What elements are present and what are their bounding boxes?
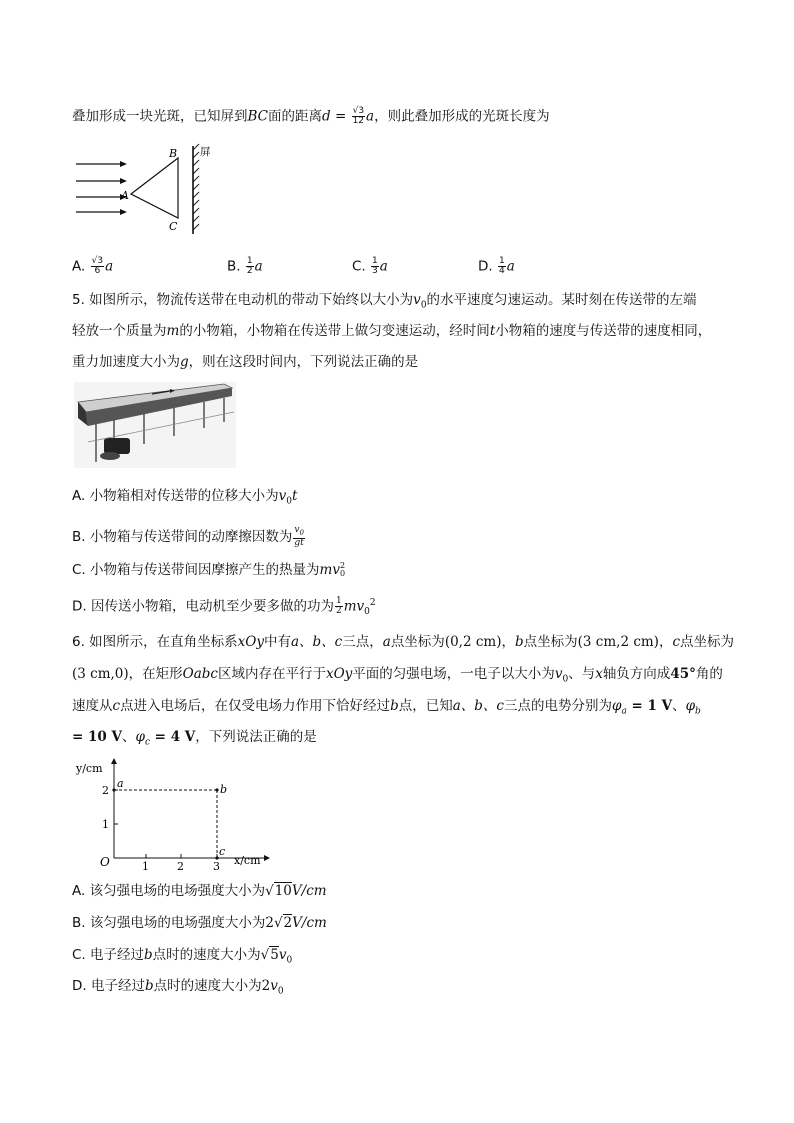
q4-stem-text-3: ，则此叠加形成的光斑长度为 [374,108,550,125]
option-var: a [105,258,114,275]
option-label: B. [227,258,245,275]
q6-option-d[interactable]: D. 电子经过b点时的速度大小为$2v_0$ [72,978,284,997]
option-num: 1 [498,256,505,266]
origin-label: O [100,855,110,869]
option-den: 3 [372,266,378,276]
q5-option-c[interactable]: C. 小物箱与传送带间因摩擦产生的热量为mv 2 0 [72,561,346,578]
q6-line-3: 速度从c点进入电场后，在仅受电场力作用下恰好经过b点，已知a、b、c三点的电势分别为$\varphi_a = 1$ V、$\varphi_b$ [72,698,701,717]
label-B: B [169,147,178,160]
point-b [215,788,218,791]
q4-frac [352,107,365,126]
point-b-label: b [220,783,228,796]
q4-a: a [366,108,375,125]
screen-hatching [193,144,199,230]
q5-option-a[interactable]: A. 小物箱相对传送带的位移大小为$v_0t$ [72,488,298,507]
q6-line-2: (3 cm,0)，在矩形Oabc区域内存在平行于xOy平面的匀强电场，一电子以大小为$v_0$、与x轴负方向成45°角的 [72,666,723,685]
q6-option-c[interactable]: C. 电子经过b点时的速度大小为$√5v_0$ [72,947,293,966]
q4-bc: BC [247,108,269,125]
motor [104,438,130,454]
option-den: 2 [246,266,253,276]
q4-option-b[interactable] [227,257,263,276]
option-var: a [379,258,388,275]
label-C: C [169,220,178,233]
q5-line-1: 5. 如图所示，物流传送带在电动机的带动下始终以大小为$v_0$的水平速度匀速运动。某时刻在传送带的左端 [72,292,697,311]
coordinate-graph [74,758,274,870]
label-screen: 屏 [200,146,211,158]
q4-option-c[interactable] [352,257,388,276]
y-axis-label: y/cm [76,762,103,775]
q4-stem-text: 叠加形成一块光斑，已知屏到 [72,108,248,125]
option-label: A. [72,258,90,275]
x-axis-label: x/cm [234,854,261,867]
x-tick-1: 1 [142,860,149,870]
point-a-label: a [117,777,124,790]
option-den: 4 [498,266,505,276]
q4-stem-text-2: 面的距离 [268,108,323,125]
prism-figure [70,142,230,238]
q5-option-d[interactable]: D. 因传送小物箱，电动机至少要多做的功为 $\frac{1}{2}$ $mv_0^2$ [72,596,376,618]
y-tick-2: 2 [102,784,109,797]
label-A: A [121,189,129,202]
q5-line-2: 轻放一个质量为m的小物箱，小物箱在传送带上做匀变速运动，经时间t小物箱的速度与传送带的速度相同， [72,323,712,339]
option-label: D. [478,258,497,275]
q4-frac-den: 12 [352,116,365,126]
q6-option-a[interactable]: A. 该匀强电场的电场强度大小为√10V/cm [72,883,327,899]
q4-option-a[interactable] [72,257,113,276]
point-c-label: c [219,845,226,858]
q4-d: d [322,108,331,125]
q6-option-b[interactable]: B. 该匀强电场的电场强度大小为2√2V/cm [72,915,327,931]
q4-option-d[interactable] [478,257,515,276]
y-tick-1: 1 [102,818,109,831]
option-label: C. [352,258,371,275]
q5-line-3: 重力加速度大小为g，则在这段时间内，下列说法正确的是 [72,354,419,370]
option-den: 6 [94,266,101,276]
x-tick-3: 3 [213,860,220,870]
option-num: √3 [91,256,104,266]
q4-eq: = [330,108,351,125]
option-var: a [254,258,263,275]
prism-triangle [131,158,178,218]
q5-option-b[interactable]: B. 小物箱与传送带间的动摩擦因数为 $\frac{v_0}{gt}$ [72,525,304,548]
option-num: 1 [372,256,378,266]
q4-frac-num: √3 [352,106,365,116]
q6-line-4: = 10 V、$\varphi_c = 4$ V，下列说法正确的是 [72,729,317,748]
option-num: 1 [246,256,253,266]
q4-stem [72,107,550,126]
option-var: a [506,258,515,275]
x-tick-2: 2 [177,860,184,870]
point-a [112,788,115,791]
q6-line-1: 6. 如图所示，在直角坐标系xOy中有a、b、c三点，a点坐标为(0,2 cm)，b点坐标为(3 cm,2 cm)，c点坐标为 [72,634,735,650]
conveyor-belt-image [74,382,236,468]
